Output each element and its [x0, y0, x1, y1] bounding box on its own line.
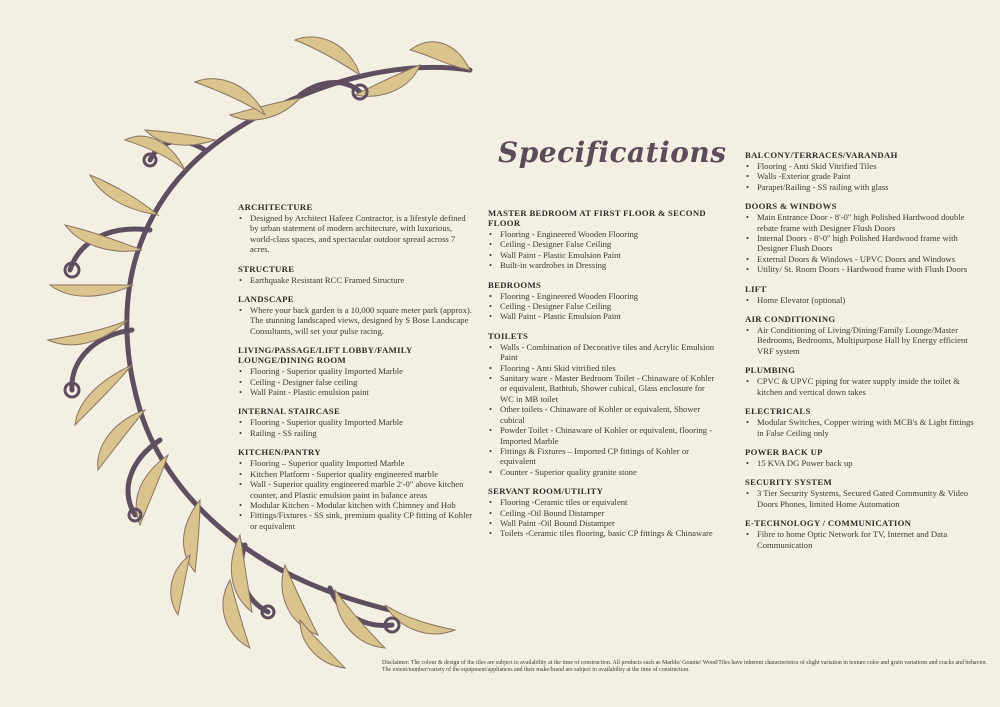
- spec-item: • Flooring - Anti Skid Vitrified Tiles: [745, 161, 977, 171]
- spec-item: • Kitchen Platform - Superior quality engineered marble: [238, 469, 474, 479]
- spec-section: [745, 314, 977, 356]
- spec-list: [238, 305, 474, 336]
- spec-section: [488, 331, 720, 477]
- spec-section: [745, 150, 977, 192]
- spec-list: [488, 229, 720, 271]
- spec-section: [488, 280, 720, 322]
- spec-item: • Ceiling - Designer False Ceiling: [488, 301, 720, 311]
- section-heading: LANDSCAPE: [238, 294, 294, 305]
- section-heading: MASTER BEDROOM AT FIRST FLOOR & SECOND FLOOR: [488, 208, 706, 228]
- spec-item: • External Doors & Windows - UPVC Doors and Windows: [745, 254, 977, 264]
- spec-section: [745, 284, 977, 305]
- spec-section: [488, 486, 720, 539]
- spec-item: • Built-in wardrobes in Dressing: [488, 260, 720, 270]
- spec-item: • Flooring - Superior quality Imported Marble: [238, 417, 474, 427]
- section-heading: POWER BACK UP: [745, 446, 823, 457]
- spec-item: • Fittings/Fixtures - SS sink, premium quality CP fitting of Kohler or equivalent: [238, 510, 474, 531]
- spec-item: • Other toilets - Chinaware of Kohler or equivalent, Shower cubical: [488, 404, 720, 425]
- spec-item: • Modular Kitchen - Modular kitchen with Chimney and Hob: [238, 500, 474, 510]
- spec-section: [238, 345, 474, 397]
- section-heading: E-TECHNOLOGY / COMMUNICATION: [745, 518, 912, 529]
- spec-section: [745, 477, 977, 509]
- spec-item: • Ceiling - Designer false ceiling: [238, 377, 474, 387]
- spec-list: [745, 376, 977, 397]
- spec-section: [238, 264, 474, 285]
- spec-section: [745, 406, 977, 438]
- spec-item: • Home Elevator (optional): [745, 295, 977, 305]
- spec-list: [488, 291, 720, 322]
- spec-item: • Walls -Exterior grade Paint: [745, 171, 977, 181]
- section-heading: SERVANT ROOM/UTILITY: [488, 486, 604, 497]
- spec-list: [238, 213, 474, 255]
- spec-item: • Railing - SS railing: [238, 428, 474, 438]
- spec-section: [745, 201, 977, 274]
- spec-item: • Walls - Combination of Decorative tiles and Acrylic Emulsion Paint: [488, 342, 720, 363]
- spec-item: • Flooring – Superior quality Imported Marble: [238, 458, 474, 468]
- section-heading: LIFT: [745, 283, 767, 294]
- disclaimer: Disclaimer: The colour & design of the tiles are subject to availability at the time of construction. All products such as Marble/ Granite/ Wood/Tiles have inherent characteristics of slight variation in texture color and grain variations and cracks and behavior. The extent/number/variety of the equipment/appliances and their make/brand are subject to availability at the time of construction.: [382, 660, 988, 673]
- spec-section: [745, 518, 977, 550]
- section-heading: PLUMBING: [745, 365, 796, 376]
- spec-item: • Ceiling - Designer False Ceiling: [488, 239, 720, 249]
- spec-item: • Wall Paint - Plastic Emulsion Paint: [488, 311, 720, 321]
- spec-item: • Main Entrance Door - 8'-0" high Polished Hardwood double rebate frame with Designer Flush Doors: [745, 212, 977, 233]
- spec-section: [238, 406, 474, 438]
- spec-list: [745, 212, 977, 274]
- spec-item: • Powder Toilet - Chinaware of Kohler or equivalent, flooring -Imported Marble: [488, 425, 720, 446]
- spec-list: [745, 529, 977, 550]
- spec-item: • Counter - Superior quality granite stone: [488, 467, 720, 477]
- spec-section: [238, 294, 474, 336]
- spec-item: • Wall Paint - Plastic emulsion paint: [238, 387, 474, 397]
- spec-item: • Fibre to home Optic Network for TV, Internet and Data Communication: [745, 529, 977, 550]
- section-heading: SECURITY SYSTEM: [745, 477, 832, 488]
- spec-item: • Wall Paint -Oil Bound Distamper: [488, 518, 720, 528]
- spec-list: [745, 488, 977, 509]
- spec-section: [745, 447, 977, 468]
- spec-column-2: [488, 208, 720, 548]
- spec-list: [238, 275, 474, 285]
- section-heading: STRUCTURE: [238, 263, 295, 274]
- spec-item: • Internal Doors - 8'-0" high Polished Hardwood frame with Designer Flush Doors: [745, 233, 977, 254]
- spec-list: [745, 458, 977, 468]
- spec-item: • Modular Switches, Copper wiring with MCB's & Light fittings in False Ceiling only: [745, 417, 977, 438]
- spec-item: • Earthquake Resistant RCC Framed Structure: [238, 275, 474, 285]
- section-heading: LIVING/PASSAGE/LIFT LOBBY/FAMILY LOUNGE/DINING ROOM: [238, 345, 413, 366]
- section-heading: BALCONY/TERRACES/VARANDAH: [745, 150, 898, 160]
- spec-list: [238, 366, 474, 397]
- section-heading: AIR CONDITIONING: [745, 314, 836, 325]
- spec-list: [745, 295, 977, 305]
- spec-list: [238, 458, 474, 531]
- spec-item: • Parapet/Railing - SS railing with glass: [745, 182, 977, 192]
- spec-item: • Sanitary ware - Master Bedroom Toilet - Chinaware of Kohler or equivalent, Bathtub, Shower cubical, Glass enclosure for WC in MB toilet: [488, 373, 720, 404]
- spec-item: • Air Conditioning of Living/Dining/Family Lounge/Master Bedrooms, Bedrooms, Multipurpose Hall by Energy efficient VRF system: [745, 325, 977, 356]
- spec-section: [238, 447, 474, 531]
- spec-column-3: [745, 150, 977, 559]
- spec-list: [745, 417, 977, 438]
- spec-item: • Wall Paint - Plastic Emulsion Paint: [488, 250, 720, 260]
- spec-item: • Utility/ St. Room Doors - Hardwood frame with Flush Doors: [745, 264, 977, 274]
- page-title: Specifications: [498, 136, 727, 169]
- spec-item: • Fittings & Fixtures – Imported CP fittings of Kohler or equivalent: [488, 446, 720, 467]
- section-heading: INTERNAL STAIRCASE: [238, 406, 341, 417]
- spec-item: • Flooring - Engineered Wooden Flooring: [488, 291, 720, 301]
- spec-item: • 15 KVA DG Power back up: [745, 458, 977, 468]
- section-heading: TOILETS: [488, 330, 529, 341]
- spec-item: • Flooring - Engineered Wooden Flooring: [488, 229, 720, 239]
- spec-item: • Wall - Superior quality engineered marble 2'-0" above kitchen counter, and Plastic emulsion paint in balance areas: [238, 479, 474, 500]
- spec-item: • Toilets -Ceramic tiles flooring, basic CP fittings & Chinaware: [488, 528, 720, 538]
- spec-list: [488, 342, 720, 477]
- spec-section: [745, 365, 977, 397]
- spec-item: • Designed by Architect Hafeez Contractor, is a lifestyle defined by urban statement of modern architecture, with luxurious, world-class spaces, and spectacular outdoor spread across 7 acres.: [238, 213, 474, 255]
- section-heading: ARCHITECTURE: [238, 202, 313, 212]
- spec-list: [238, 417, 474, 438]
- spec-item: • CPVC & UPVC piping for water supply inside the toilet & kitchen and vertical down takes: [745, 376, 977, 397]
- spec-item: • Flooring - Superior quality Imported Marble: [238, 366, 474, 376]
- section-heading: DOORS & WINDOWS: [745, 201, 837, 212]
- spec-column-1: [238, 202, 474, 540]
- spec-item: • 3 Tier Security Systems, Secured Gated Community & Video Doors Phones, limited Home Automation: [745, 488, 977, 509]
- section-heading: ELECTRICALS: [745, 406, 811, 417]
- spec-section: [488, 208, 720, 271]
- section-heading: BEDROOMS: [488, 279, 542, 290]
- spec-item: • Flooring - Anti Skid vitrified tiles: [488, 363, 720, 373]
- section-heading: KITCHEN/PANTRY: [238, 447, 321, 458]
- spec-list: [488, 497, 720, 539]
- spec-item: • Where your back garden is a 10,000 square meter park (approx). The stunning landscaped views, designed by S Bose Landscape Consultants, will set your pulse racing.: [238, 305, 474, 336]
- spec-list: [745, 161, 977, 192]
- spec-item: • Ceiling -Oil Bound Distamper: [488, 508, 720, 518]
- spec-item: • Flooring -Ceramic tiles or equivalent: [488, 497, 720, 507]
- spec-list: [745, 325, 977, 356]
- spec-section: [238, 202, 474, 255]
